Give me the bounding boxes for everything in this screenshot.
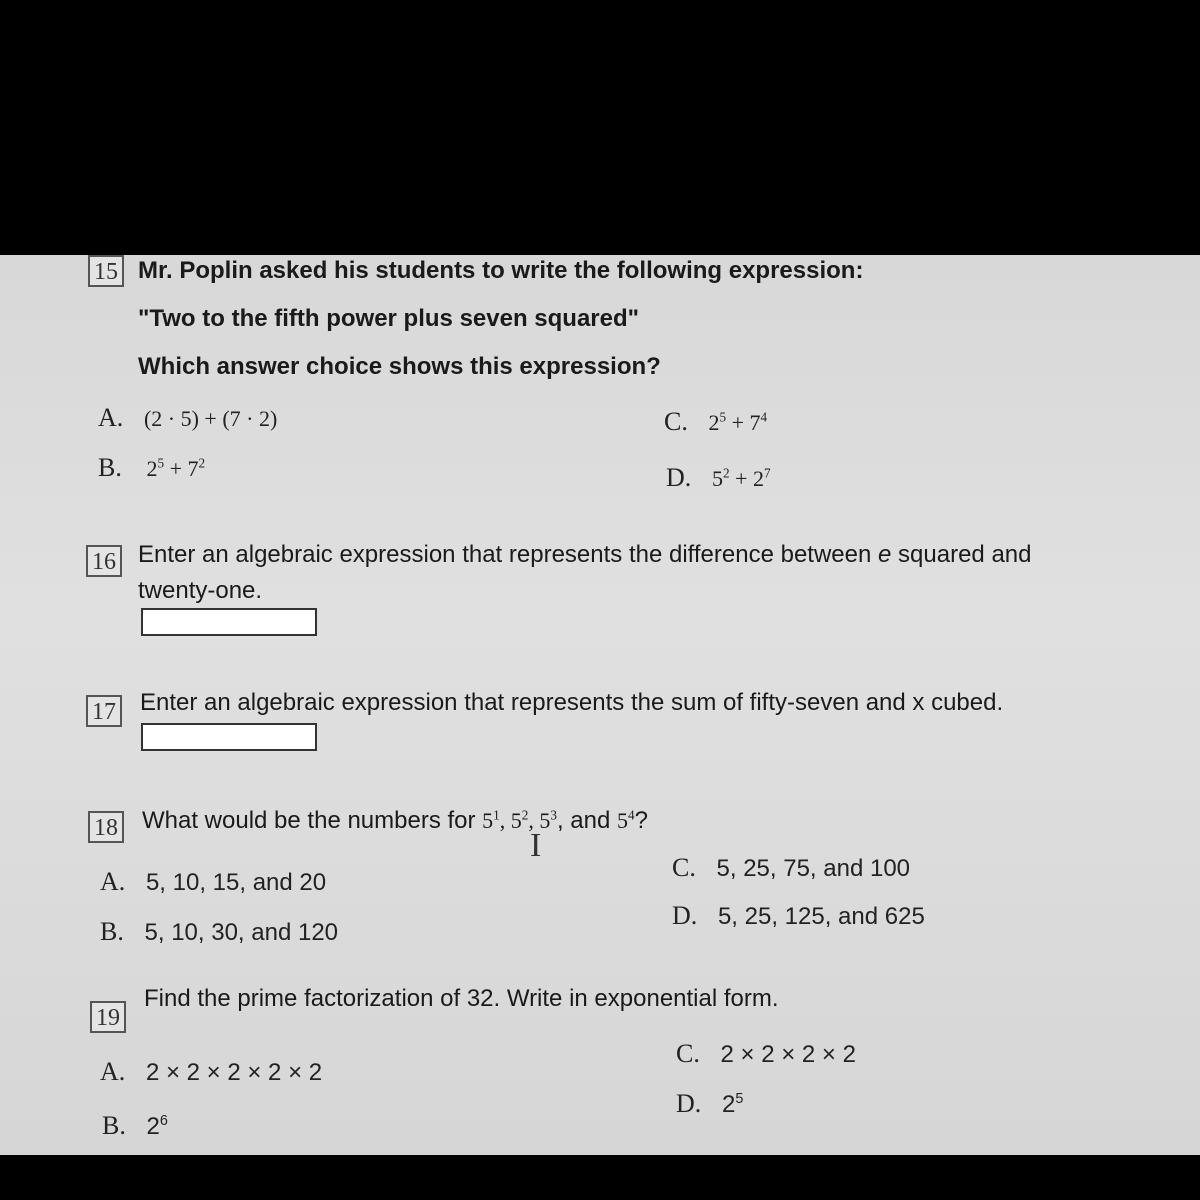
q18-option-b[interactable] [100, 917, 338, 947]
question-18-line1 [142, 807, 648, 835]
q15-option-b-base: 2 [146, 456, 158, 481]
q15-option-b[interactable] [98, 453, 205, 483]
question-19-number: 19 [90, 1001, 126, 1033]
question-15-line1: Mr. Poplin asked his students to write the following expression: [138, 257, 864, 284]
q19-option-d[interactable] [676, 1089, 743, 1119]
question-16-answer-input[interactable] [141, 608, 317, 636]
q15-option-d-exp2: 7 [763, 465, 771, 481]
q18-option-c-letter: C. [672, 853, 696, 882]
q15-option-a[interactable] [98, 403, 277, 433]
q19-option-b-base: 2 [146, 1113, 160, 1140]
q15-option-c-mid: + 7 [726, 410, 761, 435]
question-16-line1b: squared and [891, 541, 1032, 568]
q15-option-c-letter: C. [664, 407, 688, 436]
q19-option-b[interactable] [102, 1111, 168, 1141]
q15-option-b-letter: B. [98, 453, 122, 482]
q15-option-b-exp2: 2 [198, 455, 206, 471]
q19-option-b-exp: 6 [159, 1113, 168, 1129]
question-18-number: 18 [88, 811, 124, 843]
question-18-qmark: ? [634, 807, 648, 834]
q19-option-d-base: 2 [721, 1091, 736, 1118]
q19-option-c-text: 2 × 2 × 2 × 2 [720, 1041, 856, 1068]
question-15-line2: "Two to the fifth power plus seven squared" [138, 305, 640, 332]
q15-option-d-letter: D. [666, 463, 692, 492]
q19-option-a[interactable] [100, 1057, 322, 1087]
question-17-answer-input[interactable] [141, 723, 317, 751]
question-16-number: 16 [86, 545, 122, 577]
question-18-power-3: $5^3$ [539, 807, 557, 833]
q18-option-b-letter: B. [100, 917, 124, 946]
q15-option-c-base: 2 [708, 410, 720, 435]
question-18-prefix: What would be the numbers for [142, 807, 483, 834]
q18-option-c[interactable] [672, 853, 910, 883]
q19-option-d-letter: D. [676, 1089, 702, 1118]
q15-option-a-text: (2 · 5) + (7 · 2) [143, 406, 278, 431]
q15-option-b-mid: + 7 [164, 456, 199, 481]
q19-option-d-exp: 5 [735, 1091, 744, 1107]
q18-option-a[interactable] [100, 867, 326, 897]
question-18-and: , and [556, 807, 617, 834]
q18-option-a-letter: A. [100, 867, 126, 896]
q18-option-b-text: 5, 10, 30, and 120 [144, 919, 339, 946]
question-18-power-4: $5^4$ [617, 807, 635, 833]
question-16-variable: e [878, 541, 892, 568]
q18-option-d[interactable] [672, 901, 925, 931]
q19-option-a-text: 2 × 2 × 2 × 2 × 2 [145, 1059, 323, 1086]
question-18-power-2: $5^2$, [510, 807, 540, 833]
q15-option-d-exp1: 2 [722, 465, 730, 481]
q19-option-c-letter: C. [676, 1039, 700, 1068]
question-18-power-1: $5^1$, [482, 807, 511, 833]
worksheet-screen [0, 255, 1200, 1155]
q18-option-d-letter: D. [672, 901, 698, 930]
q15-option-c[interactable] [664, 407, 767, 437]
q19-option-a-letter: A. [100, 1057, 126, 1086]
q15-option-d[interactable] [666, 463, 771, 493]
q18-option-c-text: 5, 25, 75, and 100 [716, 855, 911, 882]
q19-option-b-letter: B. [102, 1111, 126, 1140]
question-15-line3: Which answer choice shows this expression? [138, 353, 661, 380]
q19-option-c[interactable] [676, 1039, 856, 1069]
q15-option-d-base: 5 [711, 466, 723, 491]
q15-option-d-mid: + 2 [729, 466, 764, 491]
q18-option-a-text: 5, 10, 15, and 20 [145, 869, 327, 896]
q15-option-c-exp1: 5 [719, 409, 727, 425]
question-17-number: 17 [86, 695, 122, 727]
q15-option-a-letter: A. [98, 403, 124, 432]
question-16-line1 [138, 541, 1031, 569]
q15-option-b-exp1: 5 [157, 455, 165, 471]
text-cursor-icon: I [530, 827, 542, 864]
q15-option-c-exp2: 4 [760, 409, 768, 425]
question-16-line2: twenty-one. [138, 577, 263, 604]
q18-option-d-text: 5, 25, 125, and 625 [717, 903, 925, 930]
question-19-line1: Find the prime factorization of 32. Write in exponential form. [144, 985, 779, 1012]
question-17-line1: Enter an algebraic expression that represents the sum of fifty-seven and x cubed. [140, 689, 1004, 716]
question-15-number: 15 [88, 255, 124, 287]
question-16-line1a: Enter an algebraic expression that represents the difference between [138, 541, 879, 568]
